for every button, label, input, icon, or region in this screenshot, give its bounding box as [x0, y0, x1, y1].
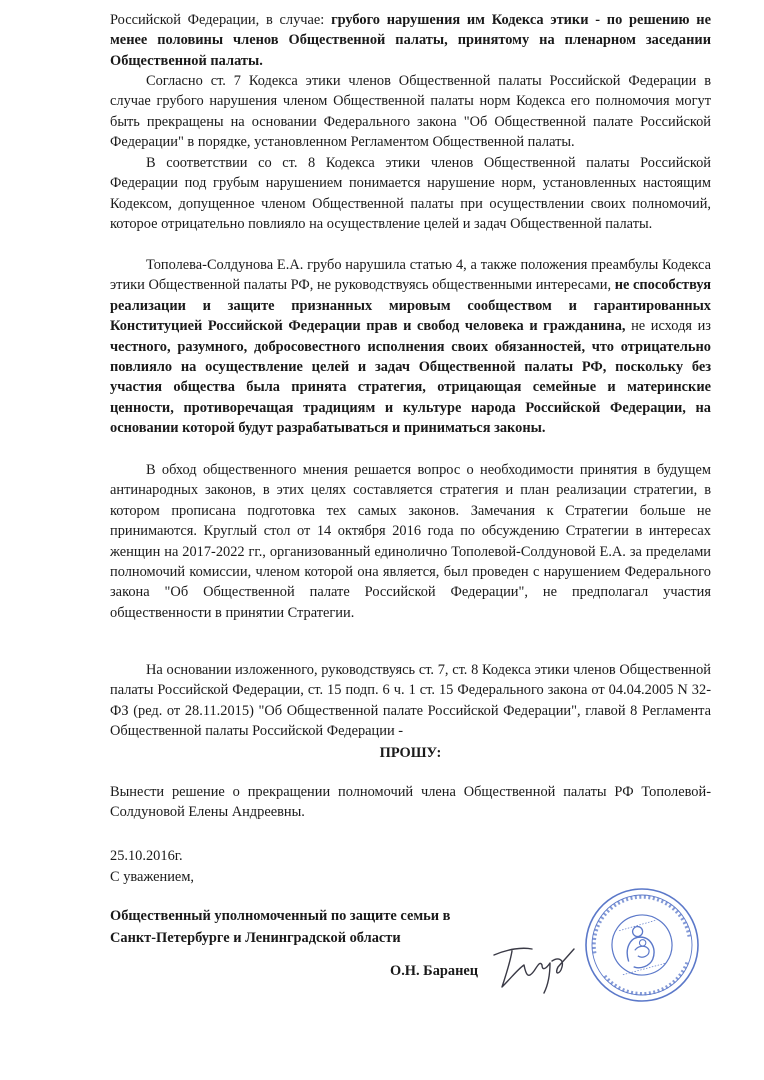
text-segment: В соответствии со ст. 8 Кодекса этики членов Общественной палаты Российской Федерации под грубым нарушением понимается нарушение норм, установленных настоящим Кодексом, допущенное членом Общественной палаты при осуществлении своих полномочий, которое отрицательно повлияло на осуществление целей и задач Общественной палаты. — [110, 155, 711, 233]
text-segment: не исходя из — [625, 318, 711, 335]
paragraph-violation — [110, 255, 711, 439]
bold-text-segment: не способствуя реализации и защите признанных мировым сообществом и гарантированных Конституцией Российской Федерации прав и свобод человека и гражданина, — [110, 277, 711, 335]
text-segment: В обход общественного мнения решается вопрос о необходимости принятия в будущем антинародных законов, в этих целях составляется стратегия и план реализации стратегии, в котором прописана подготовка тех самых законов. Замечания к Стратегии больше не принимаются. Круглый стол от 14 октября 2016 года по обсуждению Стратегии в интересах женщин на 2017-2022 гг., организованный единолично Тополевой-Солдуновой Е.А. за пределами полномочий комиссии, членом которой она является, был проведен с нарушением Федерального закона "Об Общественной палате Российской Федерации", не предполагал участия общественности в принятии Стратегии. — [110, 462, 711, 621]
bold-text-segment: грубого нарушения им Кодекса этики - по решению не менее половины членов Общественной палаты, принятому на пленарном заседании Общественной палаты. — [110, 12, 711, 69]
paragraph-grounds — [110, 10, 711, 71]
signatory-title — [110, 905, 530, 949]
signatory-name: О.Н. Баранец — [390, 963, 479, 979]
handwritten-signature — [488, 935, 580, 995]
signatory-title-line-2: Санкт-Петербурге и Ленинградской области — [110, 930, 401, 946]
paragraph-basis — [110, 660, 711, 742]
request-text: Вынести решение о прекращении полномочий члена Общественной палаты РФ Тополевой-Солдуновой Елены Андреевны. — [110, 784, 711, 821]
paragraph-strategy — [110, 460, 711, 623]
paragraph-article-8 — [110, 153, 711, 235]
closing-text: С уважением, — [110, 869, 195, 885]
signatory-title-line-1: Общественный уполномоченный по защите семьи в — [110, 908, 451, 924]
bold-text-segment: честного, разумного, добросовестного исполнения своих обязанностей, что отрицательно повлияло на осуществление целей и задач Общественной палаты РФ, поскольку без участия общества была принята стратегия, отрицающая семейные и материнские ценности, противоречащая традициям и культуре народа Российской Федерации, на основании которой будут разрабатываться и приниматься законы. — [110, 338, 711, 437]
official-stamp — [582, 885, 702, 1005]
text-segment: Тополева-Солдунова Е.А. грубо нарушила статью 4, а также положения преамбулы Кодекса этики Общественной палаты РФ, не руководствуясь общественными интересами, — [110, 257, 711, 294]
text-segment: На основании изложенного, руководствуясь ст. 7, ст. 8 Кодекса этики членов Общественной палаты Российской Федерации, ст. 15 подп. 6 ч. 1 ст. 15 Федерального закона от 04.04.2005 N 32-ФЗ (ред. от 28.11.2015) "Об Общественной палате Российской Федерации", главой 8 Регламента Общественной палаты Российской Федерации - — [110, 662, 711, 740]
paragraph-article-7 — [110, 71, 711, 153]
text-segment: Согласно ст. 7 Кодекса этики членов Общественной палаты Российской Федерации в случае грубого нарушения членом Общественной палаты норм Кодекса его полномочия могут быть прекращены на основании Федерального закона "Об Общественной палате Российской Федерации" в порядке, установленном Регламентом Общественной палаты. — [110, 73, 711, 151]
request-heading: ПРОШУ: — [379, 745, 442, 761]
document-date: 25.10.2016г. — [110, 848, 183, 864]
text-segment: Российской Федерации, в случае: — [110, 12, 332, 28]
